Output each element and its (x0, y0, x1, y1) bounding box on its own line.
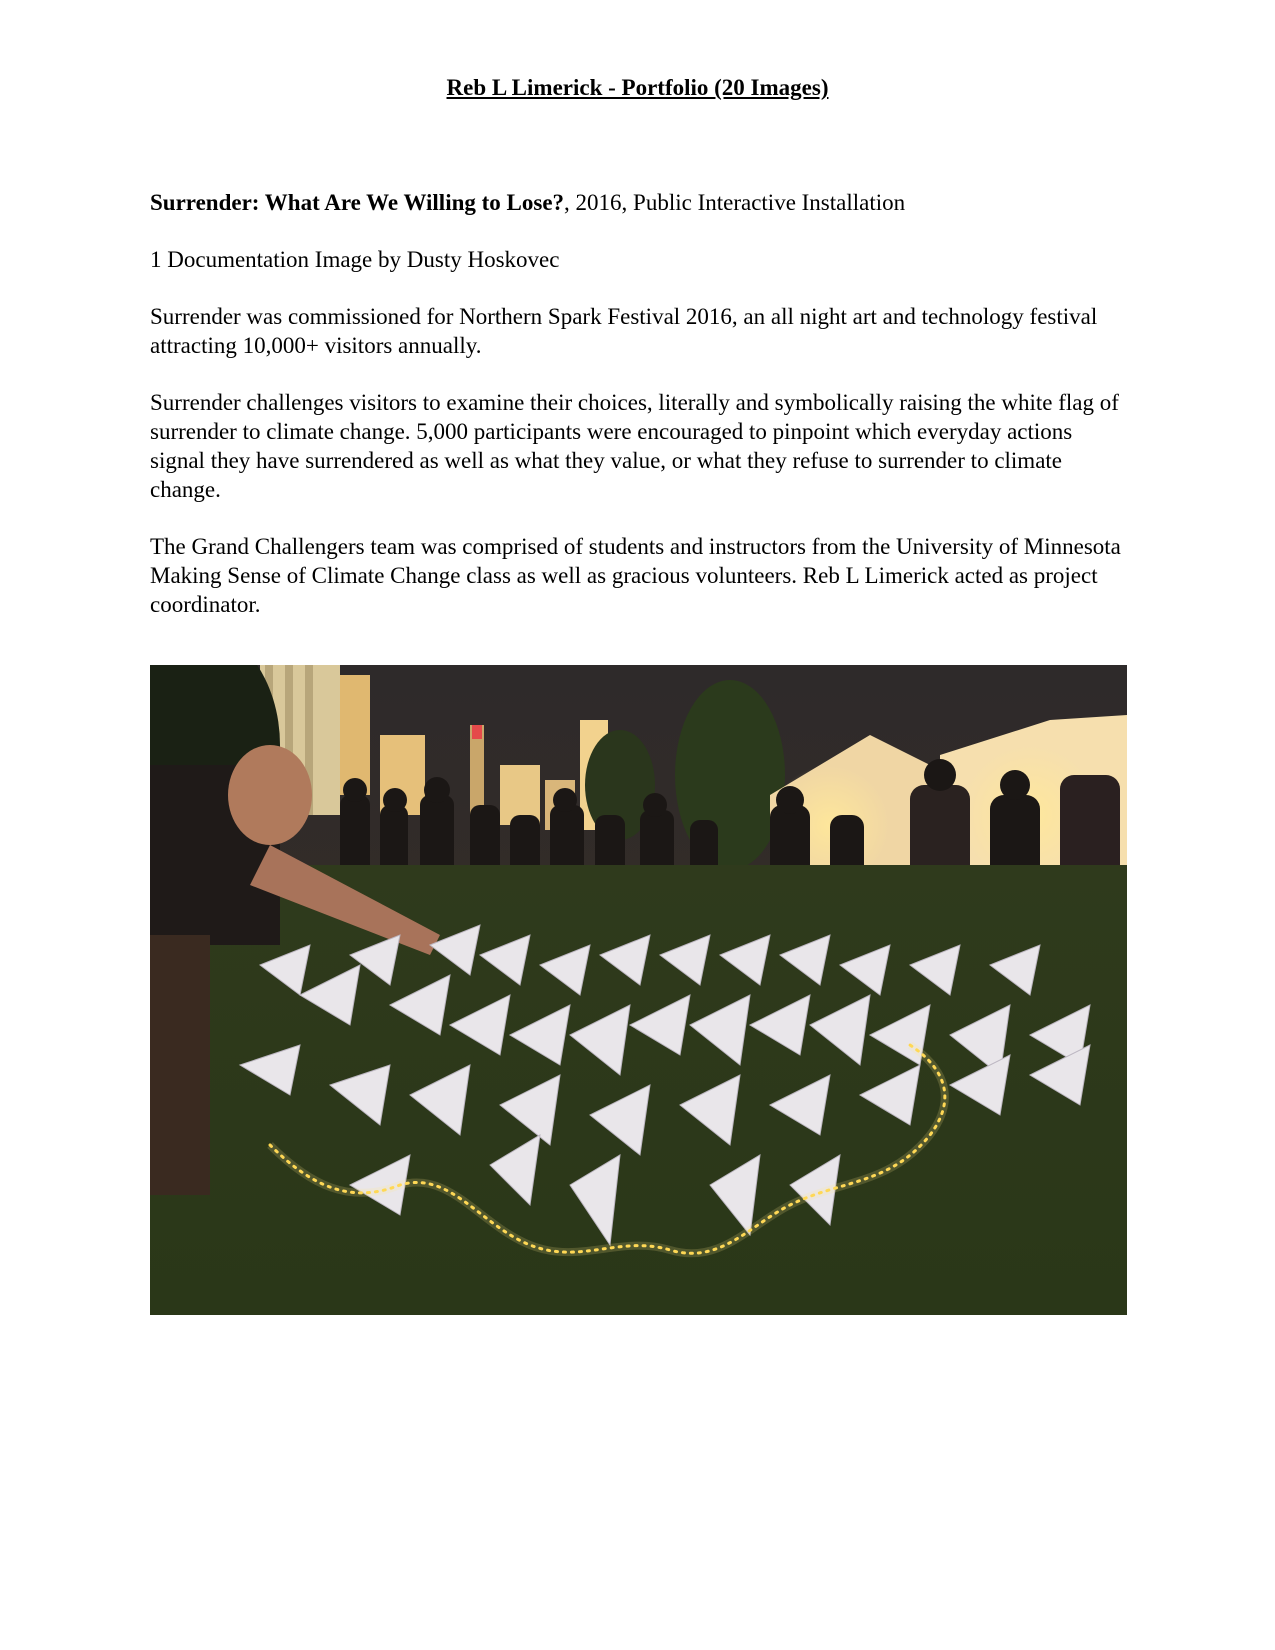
paragraph-description: Surrender challenges visitors to examine their choices, literally and symbolically raising the white flag of surrender to climate change. 5,000 participants were encouraged to pinpoint which everyday actions signal they have surrendered as well as what they value, or what they refuse to surrender to climate change. (150, 390, 1119, 502)
work-title: Surrender: What Are We Willing to Lose? (150, 190, 565, 215)
paragraph-team: The Grand Challengers team was comprised of students and instructors from the University of Minnesota Making Sense of Climate Change class as well as gracious volunteers. Reb L Limerick acted as project coordinator. (150, 534, 1121, 617)
photo-credit: 1 Documentation Image by Dusty Hoskovec (150, 247, 560, 272)
work-meta: , 2016, Public Interactive Installation (564, 190, 906, 215)
page-title: Reb L Limerick - Portfolio (20 Images) (446, 75, 829, 100)
document-body (150, 188, 1130, 647)
work-heading (150, 188, 1130, 217)
paragraph-commission: Surrender was commissioned for Northern Spark Festival 2016, an all night art and technology festival attracting 10,000+ visitors annually. (150, 304, 1098, 358)
installation-photo-illustration (150, 665, 1127, 1315)
installation-photo (150, 665, 1127, 1315)
